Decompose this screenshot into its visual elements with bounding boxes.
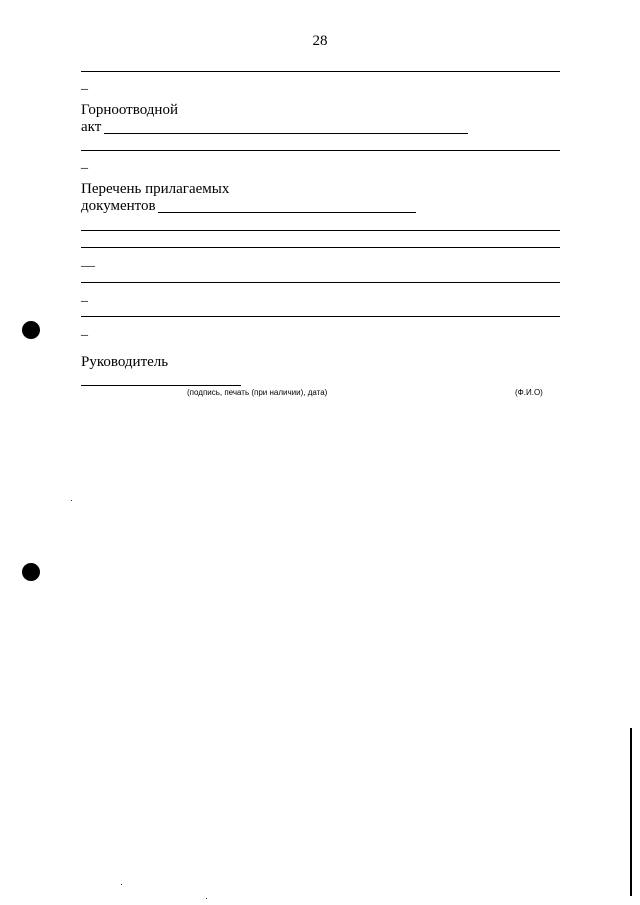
attachments-line[interactable] (81, 247, 560, 248)
fill-line (81, 71, 560, 72)
name-caption: (Ф.И.О) (515, 388, 543, 397)
attachments-field[interactable] (158, 212, 416, 213)
attachments-line[interactable] (81, 282, 560, 283)
signature-line[interactable] (81, 385, 241, 386)
head-label: Руководитель (81, 354, 169, 370)
mining-allotment-field[interactable] (104, 133, 468, 134)
page-number: 28 (312, 33, 328, 49)
scan-speck (206, 898, 207, 899)
dash-marker: _ (81, 289, 88, 304)
dash-marker: _ (81, 323, 88, 338)
mining-allotment-label-act: акт (81, 119, 102, 135)
punch-hole (22, 321, 40, 339)
attachments-line[interactable] (81, 316, 560, 317)
attachments-line[interactable] (81, 230, 560, 231)
dash-marker: _ (81, 156, 88, 171)
signature-caption: (подпись, печать (при наличии), дата) (187, 388, 328, 397)
attachments-label-documents: документов (81, 198, 156, 214)
mining-allotment-label: Горноотводной (81, 102, 178, 118)
dash-marker: _ (81, 77, 88, 92)
fill-line (81, 150, 560, 151)
dash-marker: __ (81, 254, 95, 269)
scan-speck (121, 884, 122, 885)
punch-hole (22, 563, 40, 581)
attachments-label: Перечень прилагаемых (81, 181, 230, 197)
scan-speck (71, 500, 72, 501)
scan-edge-mark (630, 728, 632, 896)
